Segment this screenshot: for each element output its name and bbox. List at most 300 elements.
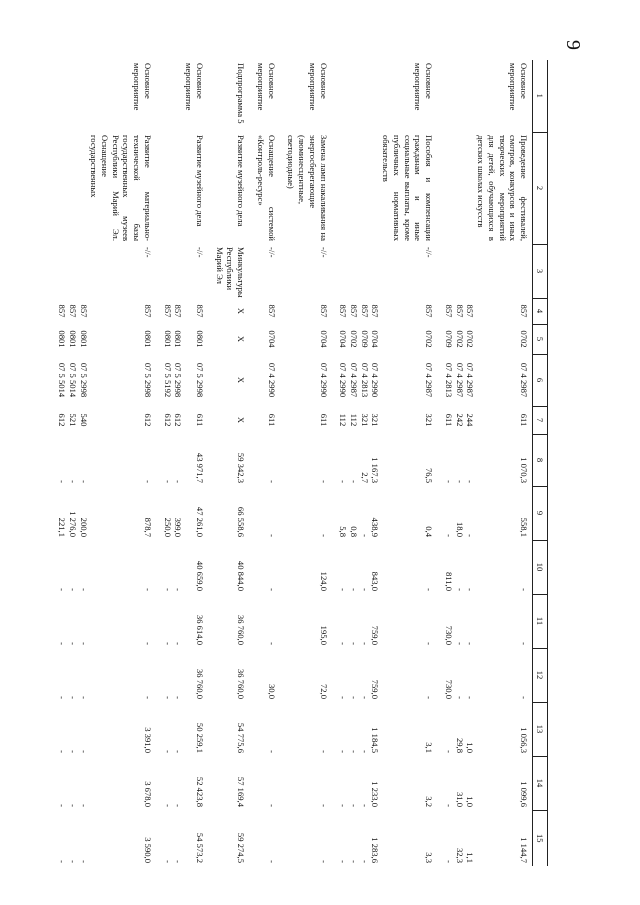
cell-col-10: - xyxy=(173,588,184,591)
cell-col-5: 0801 xyxy=(67,330,78,348)
cell-col-5: 0702 xyxy=(465,330,476,348)
cell-col-7: 612 xyxy=(173,413,184,427)
column-number-12: 12 xyxy=(533,648,548,702)
cell-col-4: 857 xyxy=(519,304,529,318)
cell-col-6: 07 5 5014 xyxy=(57,362,68,398)
cell-col-5: 0702 xyxy=(454,330,465,348)
cell-col-1 xyxy=(359,60,370,132)
cell-col-11: - xyxy=(519,642,529,645)
cell-col-8: 59 342,3 xyxy=(236,452,247,483)
cell-col-10: - xyxy=(162,588,173,591)
cell-col-14: - xyxy=(443,804,454,807)
cell-col-7: 521 xyxy=(67,413,78,427)
cell-col-12: 759,0 xyxy=(370,679,381,699)
cell-col-10: 40 659,0 xyxy=(194,560,205,591)
cell-col-7: X xyxy=(236,416,247,424)
table-row xyxy=(78,60,89,866)
cell-col-9: - xyxy=(359,534,370,537)
cell-col-13: 3,1 xyxy=(424,742,435,753)
cell-col-10: - xyxy=(57,588,68,591)
cell-col-12: 30,0 xyxy=(266,683,277,699)
cell-col-4: 857 xyxy=(57,304,68,318)
cell-col-6: 07 4 2987 xyxy=(465,362,476,398)
row-spacer xyxy=(434,60,443,866)
cell-col-14: - xyxy=(67,804,78,807)
cell-col-8: 1 070,3 xyxy=(519,457,529,483)
cell-col-11: - xyxy=(338,642,349,645)
cell-col-7: 321 xyxy=(370,413,381,427)
cell-col-7: 321 xyxy=(359,413,370,427)
cell-col-4: 857 xyxy=(338,304,349,318)
cell-col-10: 811,0 xyxy=(443,571,454,591)
cell-col-11: - xyxy=(57,642,68,645)
cell-col-1 xyxy=(173,60,184,132)
cell-col-3 xyxy=(78,244,89,298)
cell-col-2 xyxy=(454,132,465,244)
cell-col-11: - xyxy=(266,642,277,645)
cell-col-11: - xyxy=(67,642,78,645)
cell-col-15: 1 283,6 xyxy=(370,837,381,863)
cell-col-9: 0,8 xyxy=(348,526,359,537)
table-row xyxy=(214,60,246,866)
cell-col-6: 07 4 2990 xyxy=(370,362,381,398)
table-row xyxy=(173,60,184,866)
cell-col-14: 1,0 xyxy=(465,796,476,807)
cell-col-4: 857 xyxy=(266,304,277,318)
cell-col-13: 3 391,0 xyxy=(142,727,153,753)
cell-col-15: - xyxy=(443,860,454,863)
row-spacer xyxy=(205,60,214,866)
column-number-3: 3 xyxy=(533,244,548,298)
cell-col-1 xyxy=(454,60,465,132)
cell-col-15: - xyxy=(57,860,68,863)
row-spacer xyxy=(153,60,162,866)
cell-col-9: - xyxy=(465,534,476,537)
rotated-table-wrapper xyxy=(57,60,548,866)
cell-col-6: 07 5 2998 xyxy=(194,362,205,398)
cell-col-1 xyxy=(348,60,359,132)
cell-col-2: Развитие музейного дела xyxy=(236,135,247,227)
cell-col-4: 857 xyxy=(173,304,184,318)
cell-col-6: 07 4 2987 xyxy=(519,362,529,398)
cell-col-11: - xyxy=(424,642,435,645)
column-number-10: 10 xyxy=(533,540,548,594)
cell-col-4: 857 xyxy=(67,304,78,318)
cell-col-3 xyxy=(443,244,454,298)
cell-col-4: 857 xyxy=(465,304,476,318)
cell-col-3: Минкультуры Республики Марий Эл xyxy=(214,247,247,298)
cell-col-1: Основное мероприятие xyxy=(508,63,529,111)
cell-col-11: - xyxy=(78,642,89,645)
cell-col-6: 07 4 2813 xyxy=(443,362,454,398)
table-row xyxy=(162,60,173,866)
cell-col-2: Развитие музейного дела xyxy=(194,135,205,227)
cell-col-3 xyxy=(370,244,381,298)
cell-col-11: - xyxy=(454,642,465,645)
cell-col-14: 1 099,6 xyxy=(519,781,529,807)
cell-col-1: Основное мероприятие xyxy=(307,63,329,111)
cell-col-3: -//- xyxy=(194,247,205,258)
cell-col-4: 857 xyxy=(348,304,359,318)
cell-col-9: - xyxy=(318,534,329,537)
cell-col-12: - xyxy=(142,696,153,699)
cell-col-2 xyxy=(338,132,349,244)
cell-col-13: 1 184,5 xyxy=(370,727,381,753)
cell-col-11: 730,0 xyxy=(443,625,454,645)
cell-col-7: 612 xyxy=(162,413,173,427)
cell-col-8: - xyxy=(348,480,359,483)
cell-col-13: 50 259,1 xyxy=(194,722,205,753)
column-number-11: 11 xyxy=(533,594,548,648)
cell-col-15: - xyxy=(348,860,359,863)
cell-col-8: - xyxy=(67,480,78,483)
cell-col-5: 0709 xyxy=(443,330,454,348)
cell-col-5: X xyxy=(236,335,247,343)
cell-col-13: - xyxy=(162,750,173,753)
cell-col-12: - xyxy=(454,696,465,699)
table-body xyxy=(56,60,532,866)
cell-col-6: 07 4 2987 xyxy=(454,362,465,398)
cell-col-13: 1 056,3 xyxy=(519,727,529,753)
cell-col-1: Основное мероприятие xyxy=(132,63,153,111)
cell-col-11: - xyxy=(173,642,184,645)
table-row xyxy=(255,60,276,866)
table-row xyxy=(338,60,349,866)
cell-col-7: 112 xyxy=(338,413,349,427)
cell-col-13: - xyxy=(443,750,454,753)
cell-col-10: - xyxy=(78,588,89,591)
cell-col-2: Замена ламп накаливания на энергосберегающие (люминесцентные, светодиодные) xyxy=(286,135,329,241)
cell-col-2 xyxy=(465,132,476,244)
cell-col-13: 29,8 xyxy=(454,737,465,753)
cell-col-10: - xyxy=(142,588,153,591)
cell-col-8: - xyxy=(465,480,476,483)
cell-col-9: 200,0 xyxy=(78,517,89,537)
cell-col-3 xyxy=(56,244,67,298)
cell-col-1 xyxy=(56,60,67,132)
cell-col-7: 321 xyxy=(424,413,435,427)
cell-col-2 xyxy=(162,132,173,244)
cell-col-12: - xyxy=(359,696,370,699)
cell-col-5: 0704 xyxy=(318,330,329,348)
cell-col-15: - xyxy=(338,860,349,863)
cell-col-13: - xyxy=(57,750,68,753)
cell-col-9: 250,0 xyxy=(162,517,173,537)
cell-col-2: Проведение фестивалей, смотров, конкурсов и иных творческих мероприятий для детей, обучающихся в детских школах искусств xyxy=(476,135,529,241)
cell-col-15: - xyxy=(162,860,173,863)
cell-col-9: 221,1 xyxy=(57,517,68,537)
cell-col-7: 611 xyxy=(519,413,529,427)
cell-col-8: 43 971,7 xyxy=(194,452,205,483)
cell-col-13: - xyxy=(266,750,277,753)
cell-col-2 xyxy=(67,132,78,244)
table-row xyxy=(465,60,476,866)
cell-col-9: 0,4 xyxy=(424,526,435,537)
cell-col-11: - xyxy=(348,642,359,645)
cell-col-10: 124,0 xyxy=(318,571,329,591)
cell-col-2 xyxy=(56,132,67,244)
cell-col-2 xyxy=(348,132,359,244)
cell-col-14: 52 423,8 xyxy=(194,776,205,807)
cell-col-2: Пособия и компенсации гражданам и иные социальные выплаты, кроме публичных нормативных обязательств xyxy=(381,135,435,241)
column-number-2: 2 xyxy=(533,132,548,244)
cell-col-14: - xyxy=(318,804,329,807)
cell-col-6: 07 4 2990 xyxy=(266,362,277,398)
cell-col-11: 759,0 xyxy=(370,625,381,645)
cell-col-7: 540 xyxy=(78,413,89,427)
cell-col-15: - xyxy=(78,860,89,863)
cell-col-15: 1,1 xyxy=(465,852,476,863)
cell-col-1 xyxy=(465,60,476,132)
cell-col-3 xyxy=(348,244,359,298)
cell-col-13: - xyxy=(173,750,184,753)
table-row xyxy=(359,60,370,866)
cell-col-4: 857 xyxy=(194,304,205,318)
column-number-8: 8 xyxy=(533,434,548,486)
cell-col-10: - xyxy=(67,588,78,591)
column-number-6: 6 xyxy=(533,354,548,406)
cell-col-9: 438,9 xyxy=(370,517,381,537)
cell-col-15: 54 573,2 xyxy=(194,832,205,863)
cell-col-4: 857 xyxy=(359,304,370,318)
cell-col-3 xyxy=(162,244,173,298)
cell-col-6: 07 5 2998 xyxy=(142,362,153,398)
cell-col-12: - xyxy=(173,696,184,699)
cell-col-3: -//- xyxy=(318,247,329,258)
cell-col-10: - xyxy=(424,588,435,591)
cell-col-4: 857 xyxy=(78,304,89,318)
cell-col-13: 1,0 xyxy=(465,742,476,753)
cell-col-15: 59 274,5 xyxy=(236,832,247,863)
row-spacer xyxy=(329,60,338,866)
cell-col-4: 857 xyxy=(454,304,465,318)
cell-col-13: - xyxy=(318,750,329,753)
cell-col-7: 611 xyxy=(443,413,454,427)
cell-col-2: Оснащение системой «Контроль-ресурс» xyxy=(255,135,277,241)
cell-col-1 xyxy=(67,60,78,132)
cell-col-15: - xyxy=(318,860,329,863)
cell-col-1: Основное мероприятие xyxy=(255,63,277,111)
cell-col-4: X xyxy=(236,307,247,315)
cell-col-9: - xyxy=(443,534,454,537)
cell-col-1 xyxy=(338,60,349,132)
cell-col-13: - xyxy=(348,750,359,753)
cell-col-2 xyxy=(370,132,381,244)
column-number-4: 4 xyxy=(533,298,548,324)
cell-col-12: 36 760,0 xyxy=(194,668,205,699)
cell-col-7: 242 xyxy=(454,413,465,427)
cell-col-6: 07 5 5014 xyxy=(67,362,78,398)
table-row xyxy=(56,60,67,866)
cell-col-13: 54 775,6 xyxy=(236,722,247,753)
cell-col-2: Развитие материально-технической базы государственных музеев Республики Марий Эл. Оснащение государственных xyxy=(89,135,153,241)
cell-col-8: - xyxy=(57,480,68,483)
cell-col-14: 31,0 xyxy=(454,791,465,807)
cell-col-7: 112 xyxy=(348,413,359,427)
cell-col-12: 730,0 xyxy=(443,679,454,699)
row-spacer xyxy=(277,60,286,866)
cell-col-9: 878,7 xyxy=(142,517,153,537)
cell-col-15: 32,3 xyxy=(454,847,465,863)
cell-col-7: 611 xyxy=(194,413,205,427)
cell-col-7: 612 xyxy=(142,413,153,427)
cell-col-3 xyxy=(454,244,465,298)
cell-col-10: - xyxy=(454,588,465,591)
cell-col-13: - xyxy=(338,750,349,753)
row-spacer xyxy=(246,60,255,866)
cell-col-6: 07 4 2987 xyxy=(424,362,435,398)
cell-col-8: - xyxy=(338,480,349,483)
cell-col-9: 47 261,0 xyxy=(194,506,205,537)
cell-col-12: - xyxy=(67,696,78,699)
table-row xyxy=(443,60,454,866)
cell-col-8: - xyxy=(142,480,153,483)
cell-col-15: - xyxy=(67,860,78,863)
cell-col-5: 0702 xyxy=(424,330,435,348)
cell-col-8: - xyxy=(443,480,454,483)
cell-col-12: - xyxy=(348,696,359,699)
cell-col-4: 857 xyxy=(443,304,454,318)
cell-col-10: - xyxy=(465,588,476,591)
cell-col-11: 195,0 xyxy=(318,625,329,645)
cell-col-8: 2,7 xyxy=(359,472,370,483)
cell-col-10: 843,0 xyxy=(370,571,381,591)
page-number: 9 xyxy=(562,40,584,50)
cell-col-12: - xyxy=(78,696,89,699)
cell-col-1 xyxy=(370,60,381,132)
cell-col-12: - xyxy=(465,696,476,699)
cell-col-6: X xyxy=(236,376,247,384)
cell-col-10: - xyxy=(359,588,370,591)
cell-col-2 xyxy=(359,132,370,244)
cell-col-8: 1 167,3 xyxy=(370,457,381,483)
cell-col-3 xyxy=(475,244,532,298)
cell-col-15: 3 590,0 xyxy=(142,837,153,863)
cell-col-7: 244 xyxy=(465,413,476,427)
cell-col-12: 36 760,0 xyxy=(236,668,247,699)
column-number-13: 13 xyxy=(533,702,548,756)
column-number-1: 1 xyxy=(533,60,548,132)
cell-col-7: 611 xyxy=(266,413,277,427)
cell-col-4: 857 xyxy=(318,304,329,318)
cell-col-14: - xyxy=(78,804,89,807)
cell-col-15: 1 144,7 xyxy=(519,837,529,863)
cell-col-15: 3,3 xyxy=(424,852,435,863)
cell-col-12: - xyxy=(338,696,349,699)
cell-col-13: - xyxy=(67,750,78,753)
cell-col-5: 0801 xyxy=(57,330,68,348)
column-number-15: 15 xyxy=(533,810,548,866)
table-row xyxy=(89,60,153,866)
cell-col-14: - xyxy=(173,804,184,807)
cell-col-11: - xyxy=(142,642,153,645)
table-row xyxy=(380,60,434,866)
cell-col-3: -//- xyxy=(142,247,153,258)
cell-col-6: 07 4 2990 xyxy=(318,362,329,398)
cell-col-1: Подпрограмма 5 xyxy=(236,63,247,124)
cell-col-14: 1 233,0 xyxy=(370,781,381,807)
cell-col-14: 3,2 xyxy=(424,796,435,807)
cell-col-2 xyxy=(173,132,184,244)
cell-col-3 xyxy=(173,244,184,298)
cell-col-8: - xyxy=(162,480,173,483)
cell-col-5: 0709 xyxy=(359,330,370,348)
cell-col-3 xyxy=(67,244,78,298)
cell-col-3 xyxy=(338,244,349,298)
cell-col-13: - xyxy=(359,750,370,753)
table-row xyxy=(475,60,532,866)
cell-col-13: - xyxy=(78,750,89,753)
cell-col-5: 0801 xyxy=(194,330,205,348)
cell-col-10: 40 844,0 xyxy=(236,560,247,591)
cell-col-12: - xyxy=(424,696,435,699)
cell-col-9: 5,8 xyxy=(338,526,349,537)
column-numbers-header xyxy=(533,60,548,866)
cell-col-6: 07 4 2990 xyxy=(338,362,349,398)
cell-col-12: - xyxy=(57,696,68,699)
cell-col-8: 76,5 xyxy=(424,467,435,483)
column-number-7: 7 xyxy=(533,406,548,434)
table-row xyxy=(348,60,359,866)
cell-col-11: 36 614,0 xyxy=(194,614,205,645)
cell-col-12: 72,0 xyxy=(318,683,329,699)
cell-col-1 xyxy=(78,60,89,132)
cell-col-2 xyxy=(443,132,454,244)
cell-col-14: 3 678,0 xyxy=(142,781,153,807)
table-row xyxy=(67,60,78,866)
cell-col-5: 0801 xyxy=(162,330,173,348)
table-row xyxy=(454,60,465,866)
cell-col-15: - xyxy=(173,860,184,863)
table-row xyxy=(183,60,204,866)
cell-col-14: - xyxy=(359,804,370,807)
cell-col-11: - xyxy=(465,642,476,645)
cell-col-2 xyxy=(78,132,89,244)
cell-col-9: 66 558,6 xyxy=(236,506,247,537)
cell-col-11: - xyxy=(359,642,370,645)
cell-col-14: 57 169,4 xyxy=(236,776,247,807)
cell-col-8: - xyxy=(173,480,184,483)
cell-col-5: 0801 xyxy=(173,330,184,348)
cell-col-11: - xyxy=(162,642,173,645)
column-number-5: 5 xyxy=(533,324,548,354)
cell-col-1: Основное мероприятие xyxy=(413,63,435,111)
cell-col-4: 857 xyxy=(142,304,153,318)
cell-col-3: -//- xyxy=(424,247,435,258)
cell-col-10: - xyxy=(266,588,277,591)
cell-col-8: - xyxy=(78,480,89,483)
cell-col-4: 857 xyxy=(424,304,435,318)
cell-col-14: - xyxy=(57,804,68,807)
cell-col-5: 0704 xyxy=(338,330,349,348)
cell-col-9: 399,0 xyxy=(173,517,184,537)
cell-col-10: - xyxy=(338,588,349,591)
cell-col-5: 0801 xyxy=(78,330,89,348)
cell-col-6: 07 5 2998 xyxy=(78,362,89,398)
column-number-14: 14 xyxy=(533,756,548,810)
cell-col-1 xyxy=(162,60,173,132)
cell-col-6: 07 4 2813 xyxy=(359,362,370,398)
cell-col-4: 857 xyxy=(162,304,173,318)
cell-col-10: - xyxy=(348,588,359,591)
cell-col-11: 36 760,0 xyxy=(236,614,247,645)
cell-col-5: 0801 xyxy=(142,330,153,348)
cell-col-3 xyxy=(465,244,476,298)
cell-col-10: - xyxy=(519,588,529,591)
cell-col-12: - xyxy=(162,696,173,699)
budget-table xyxy=(56,60,548,866)
cell-col-15: - xyxy=(266,860,277,863)
